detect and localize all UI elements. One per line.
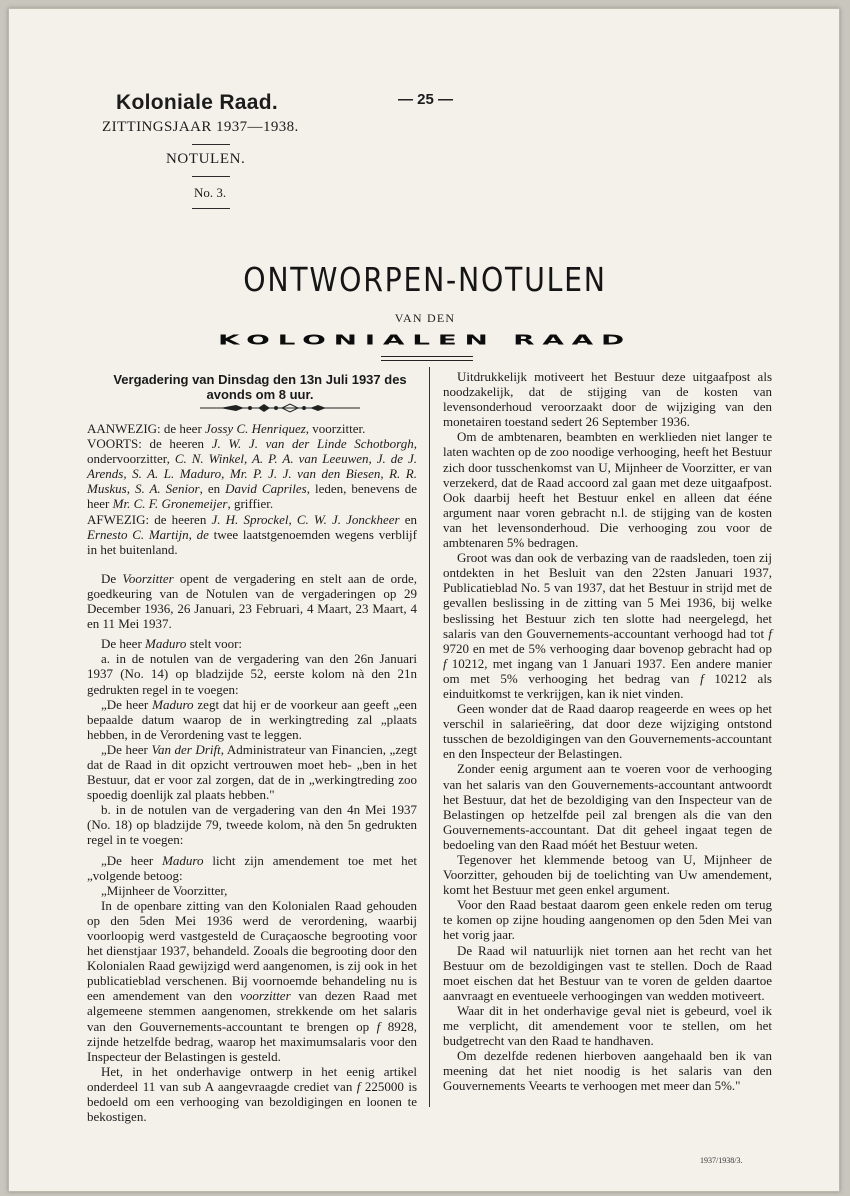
- attendance-also-present: VOORTS: de heeren J. W. J. van der Linde Schotborgh, ondervoorzitter, C. N. Winkel, A. P. A. van Leeuwen, J. de J. Arends, S. A. L. Maduro, Mr. P. J. J. van den Biesen, R. R. Muskus, S. A. Senior, en David Capriles, leden, benevens de heer Mr. C. F. Gronemeijer, griffier.: [87, 436, 417, 512]
- header-rule-top: [192, 144, 230, 145]
- ornament-divider-icon: [200, 402, 360, 414]
- notes-label: NOTULEN.: [166, 151, 246, 167]
- meeting-heading-line2: avonds om 8 uur.: [206, 387, 314, 402]
- quote-van-der-drift: „De heer Van der Drift, Administrateur van Financien, „zegt dat de Raad in dit opzicht vertrouwen moet heb- „ben in het Bestuur, dat er voor zal zorgen, dat de in „werkingtreding zoo spoedig doenlijk zal plaats hebben.": [87, 741, 417, 803]
- title-van-den: VAN DEN: [394, 311, 456, 325]
- paragraph-4: Geen wonder dat de Raad daarop reageerde en wees op het verschil in salarieëring, dat door deze wijziging ontstond tusschen de bezoldigingen van den Gouvernements-accountant en den Inspecteur der Belastingen.: [443, 701, 772, 762]
- paragraph-9: Waar dit in het onderhavige geval niet is gebeurd, voel ik me verplicht, dit amendement voor te stellen, om het budgetrecht van den Raad te handhaven.: [443, 1002, 772, 1049]
- header-rule-middle: [192, 176, 230, 177]
- session-year: ZITTINGSJAAR 1937—1938.: [102, 119, 299, 135]
- paragraph-8: De Raad wil natuurlijk niet tornen aan het recht van het Bestuur om de bezoldigingen vast te stellen. Doch de Raad moet eischen dat het Bestuur van te voren de gelden daartoe aanvraagt en eventueele verhoogingen van wedden motiveert.: [443, 942, 772, 1003]
- document-title: ONTWORPEN-NOTULEN: [243, 260, 607, 299]
- title-double-rule: [381, 356, 473, 361]
- paragraph-2: Om de ambtenaren, beambten en werklieden niet langer te laten wachten op de zoo noodige verhooging, heeft het Bestuur zich door tusschenkomst van U, Mijnheer de Voorzitter, er van verzekerd, dat de Raad accoord zal gaan met deze uitgaafpost. Ook daarbij heeft het Bestuur enkel en alleen dat éénе argument naar voren gebracht n.l. de stijging van de kosten van het levensonderhoud. Die verhooging zou voor de ambtenaren 5% bedragen.: [443, 429, 772, 551]
- issue-number: No. 3.: [194, 185, 227, 200]
- paragraph-1: Uitdrukkelijk motiveert het Bestuur deze uitgaafpost als noodzakelijk, dat de stijging van de kosten van levensonderhoud veroorzaakt door de wijziging van den monetairen toestand sedert 26 September 1936.: [443, 369, 772, 430]
- proposal-point-b: b. in de notulen van de vergadering van den 4n Mei 1937 (No. 18) op bladzijde 79, tweede kolom, nà den 5n gedrukten regel in te voegen:: [87, 802, 417, 848]
- paragraph-3: Groot was dan ook de verbazing van de raadsleden, toen zij ontdekten in het Besluit van den 22sten Januari 1937, Publicatieblad No. 5 van 1937, dat het Bestuur in strijd met de gevallen beslissing in de zitting van 5 Mei 1936, bij welke beslissing het Bestuur zich ten slotte had neergelegd, het salaris van den Gouvernements-accountant verhoogd had tot f 9720 en met de 5% verhooging daar bovenop gebracht had op f 10212, met ingang van 1 Januari 1937. Een andere manier om met 5% verhooging het bedrag van f 10212 als einduitkomst te verkrijgen, kan ik niet vinden.: [443, 550, 772, 701]
- chairman-opening: De Voorzitter opent de vergadering en stelt aan de orde, goedkeuring van de Notulen van de vergaderingen op 29 December 1936, 26 Januari, 23 Februari, 4 Maart, 23 Maart, 4 en 11 Mei 1937.: [87, 570, 417, 632]
- maduro-proposal-intro: De heer Maduro stelt voor:: [101, 636, 243, 652]
- paragraph-5: Zonder eenig argument aan te voeren voor de verhooging van het salaris van den Gouvernements-accountant antwoordt het Bestuur, dat het de bezoldiging van den Inspecteur van de Belastingen op hetzelfde peil zal brengen als die van den Gouvernements-accountant. Dat dit geheel ingaat tegen de bedoeling van den Raad móét het Bestuur weten.: [443, 761, 772, 852]
- council-name: Koloniale Raad.: [116, 91, 279, 114]
- quote-maduro: „De heer Maduro zegt dat hij er de voorkeur aan geeft „een bepaalde datum waarop de in werkingtreding zal „plaats hebben, in de Verordening vast te leggen.: [87, 696, 417, 742]
- page-number: — 25 —: [398, 91, 454, 108]
- attendance-present: AANWEZIG: de heer Jossy C. Henriquez, voorzitter.: [87, 421, 366, 436]
- column-divider: [429, 367, 430, 1107]
- paragraph-6: Tegenover het klemmende betoog van U, Mijnheer de Voorzitter, gehouden bij de toelichting van Uw amendement, komt het Bestuur met geen enkel argument.: [443, 852, 772, 898]
- left-column: [87, 421, 417, 1124]
- paragraph-public-session: In de openbare zitting van den Kolonialen Raad gehouden op den 5den Mei 1936 werd de verordening, waarbij voorloopig werd vastgesteld de Curaçaosche begrooting voor het dienstjaar 1937, behandeld. Zooals die begrooting door den Kolonialen Raad gewijzigd werd aangenomen, is zij ook in het publicatieblad verschenen. Bij voornoemde behandeling nu is een amendement van den voorzitter van dezen Raad met algemeene stemmen aangenomen, strekkende om het salaris van den Gouvernements-accountant te brengen op f 8928, zijnde hetzelfde bedrag, waarop het maximumsalaris voor den Inspecteur der Belastingen is gesteld.: [87, 897, 417, 1064]
- paragraph-10: Om dezelfde redenen hierboven aangehaald ben ik van meening dat het niet noodig is het salaris van den Gouvernements Veearts te verhoogen met meer dan 5%.": [443, 1048, 772, 1094]
- paragraph-draft-credit: Het, in het onderhavige ontwerp in het eenig artikel onderdeel 11 van sub A aangevraagde crediet van f 225000 is bedoeld om een verhooging van bezoldigingen en loonen te bekostigen.: [87, 1063, 418, 1125]
- proposal-point-a: a. in de notulen van de vergadering van den 26n Januari 1937 (No. 14) op bladzijde 52, eerste kolom nà den 21n gedrukten regel in te voegen:: [87, 651, 417, 697]
- paragraph-7: Voor den Raad bestaat daarom geen enkele reden om terug te komen op zijne houding aangenomen op den 5den Mei van het vorig jaar.: [443, 897, 772, 943]
- meeting-heading: [110, 372, 410, 402]
- council-banner: KOLONIALEN RAAD: [218, 332, 632, 349]
- right-column: [443, 369, 772, 1094]
- header-rule-bottom: [192, 208, 230, 209]
- attendance-absent: AFWEZIG: de heeren J. H. Sprockel, C. W. J. Jonckheer en Ernesto C. Martijn, de twee laatstgenoemden wegens verblijf in het buitenland.: [87, 511, 417, 557]
- footer-code: 1937/1938/3.: [700, 1156, 743, 1165]
- salutation: „Mijnheer de Voorzitter,: [101, 882, 228, 898]
- meeting-heading-line1: Vergadering van Dinsdag den 13n Juli 1937 des: [113, 372, 407, 387]
- quote-amendment-intro: „De heer Maduro licht zijn amendement toe met het „volgende betoog:: [87, 852, 417, 883]
